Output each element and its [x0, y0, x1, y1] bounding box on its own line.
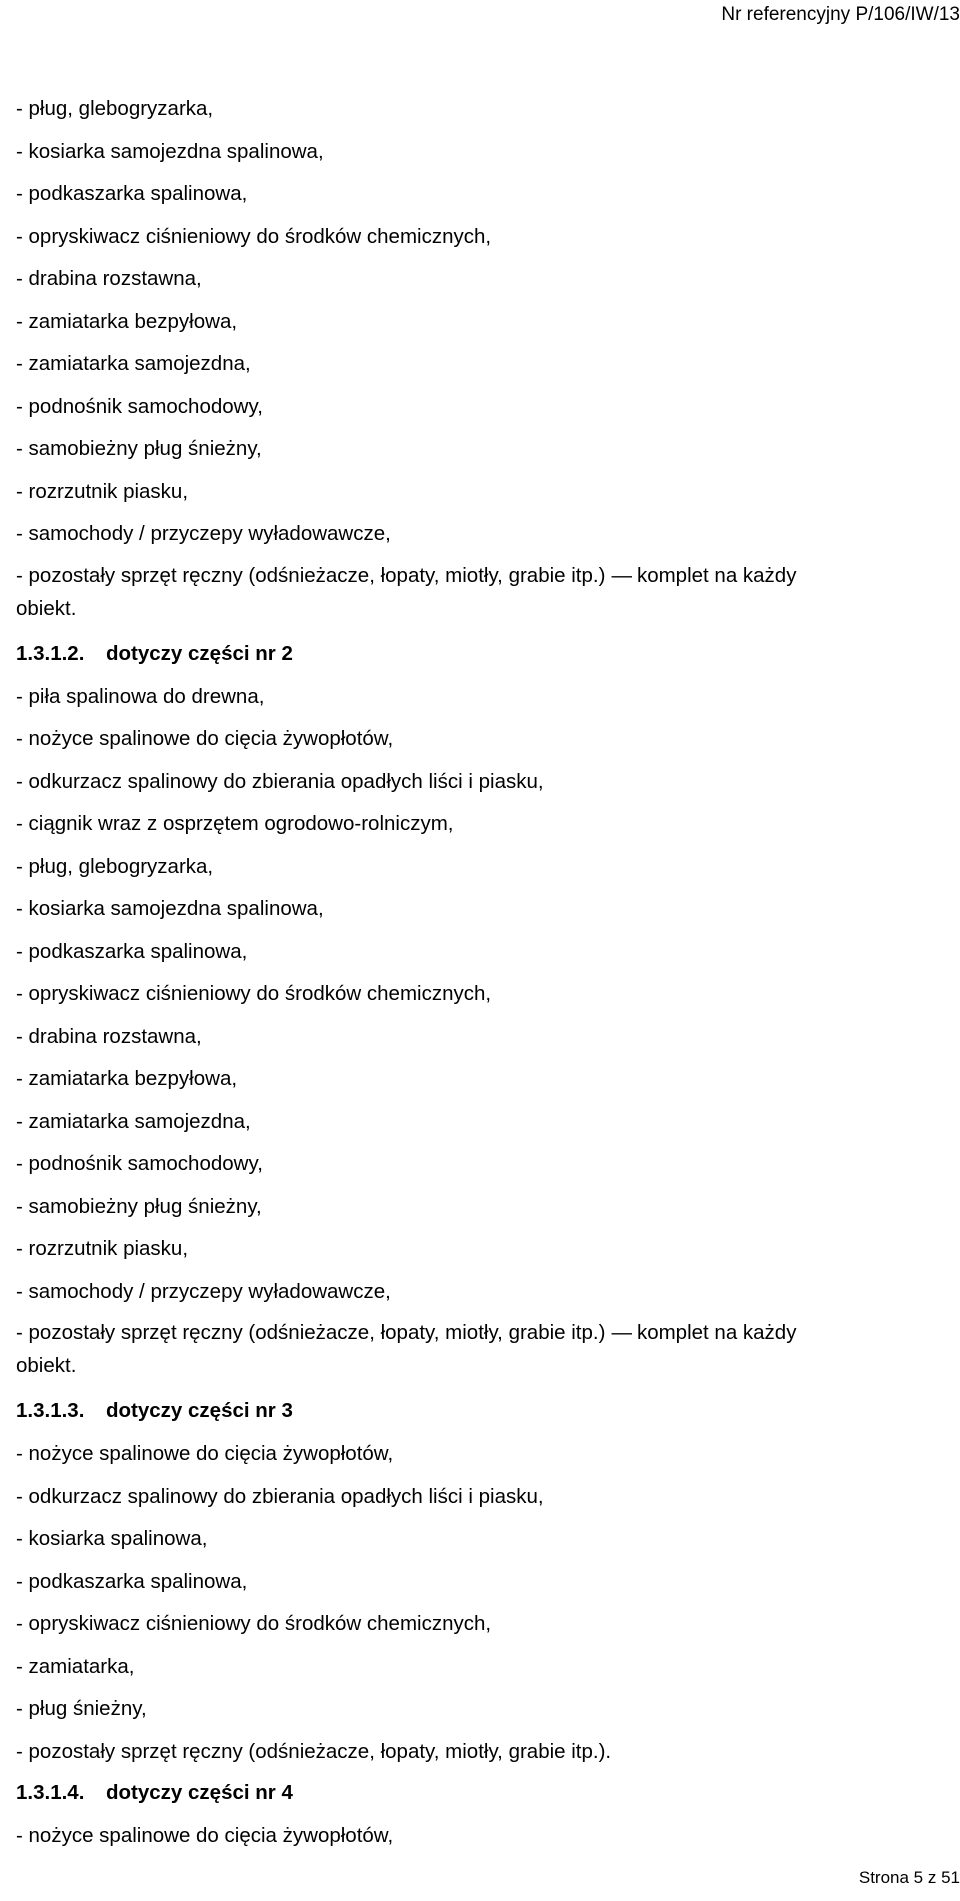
list-item-continuation: obiekt.: [16, 1354, 77, 1377]
section-heading-part-4: [16, 1773, 956, 1815]
list-item: - pług, glebogryzarka,: [16, 97, 214, 120]
list-item: - rozrzutnik piasku,: [16, 479, 189, 503]
list-item: - nożyce spalinowe do cięcia żywopłotów,: [16, 727, 394, 750]
list-item-last: [16, 556, 956, 596]
equipment-list-part-1: [16, 88, 956, 622]
list-item-text: - pozostały sprzęt ręczny (odśnieżacze, łopaty, miotły, grabie itp.): [16, 563, 606, 587]
list-item-text: - pozostały sprzęt ręczny (odśnieżacze, łopaty, miotły, grabie itp.): [16, 1321, 606, 1344]
section-number: 1.3.1.2.: [16, 641, 85, 665]
list-item: - rozrzutnik piasku,: [16, 1237, 189, 1260]
section-title: dotyczy części nr 3: [106, 1399, 293, 1422]
em-dash: —: [611, 563, 631, 587]
list-item: - podkaszarka spalinowa,: [16, 1569, 248, 1593]
list-item: - zamiatarka bezpyłowa,: [16, 309, 238, 333]
list-item: - samochody / przyczepy wyładowawcze,: [16, 1279, 391, 1303]
list-item: - zamiatarka samojezdna,: [16, 352, 251, 375]
list-item: - piła spalinowa do drewna,: [16, 684, 265, 708]
list-item: - zamiatarka bezpyłowa,: [16, 1067, 238, 1090]
list-item-tail: komplet na każdy: [636, 1321, 797, 1344]
list-item: - samobieżny pług śnieżny,: [16, 437, 262, 460]
page-number: Strona 5 z 51: [858, 1868, 960, 1887]
section-number: 1.3.1.4.: [16, 1781, 85, 1804]
list-item-continuation: obiekt.: [16, 596, 77, 620]
list-item: - samochody / przyczepy wyładowawcze,: [16, 522, 391, 545]
list-item: - ciągnik wraz z osprzętem ogrodowo-rolniczym,: [16, 812, 454, 835]
document-reference-number: Nr referencyjny P/106/IW/13: [721, 4, 960, 25]
list-item-last: [16, 1313, 956, 1353]
list-item: - podnośnik samochodowy,: [16, 394, 263, 418]
list-item: - kosiarka spalinowa,: [16, 1527, 208, 1550]
list-item: - pozostały sprzęt ręczny (odśnieżacze, łopaty, miotły, grabie itp.).: [16, 1739, 612, 1763]
section-title: dotyczy części nr 4: [106, 1781, 293, 1804]
list-item: - zamiatarka,: [16, 1654, 135, 1678]
document-body: [16, 88, 956, 1858]
section-heading-part-2: [16, 634, 956, 676]
list-item: - nożyce spalinowe do cięcia żywopłotów,: [16, 1824, 394, 1847]
list-item: - opryskiwacz ciśnieniowy do środków chemicznych,: [16, 224, 492, 248]
list-item: - odkurzacz spalinowy do zbierania opadłych liści i piasku,: [16, 769, 544, 793]
list-item: - zamiatarka samojezdna,: [16, 1109, 251, 1133]
list-item: - odkurzacz spalinowy do zbierania opadłych liści i piasku,: [16, 1484, 544, 1508]
list-item: - podnośnik samochodowy,: [16, 1152, 263, 1175]
em-dash: —: [611, 1321, 631, 1344]
equipment-list-part-3: [16, 1433, 956, 1773]
list-item: - podkaszarka spalinowa,: [16, 182, 248, 205]
list-item: - kosiarka samojezdna spalinowa,: [16, 139, 324, 163]
list-item: - opryskiwacz ciśnieniowy do środków chemicznych,: [16, 982, 492, 1005]
list-item: - pług śnieżny,: [16, 1697, 147, 1720]
list-item: - kosiarka samojezdna spalinowa,: [16, 897, 324, 920]
section-number: 1.3.1.3.: [16, 1399, 85, 1422]
equipment-list-part-2: [16, 676, 956, 1380]
list-item: - pług, glebogryzarka,: [16, 854, 214, 878]
list-item: - opryskiwacz ciśnieniowy do środków chemicznych,: [16, 1612, 492, 1635]
list-item: - podkaszarka spalinowa,: [16, 939, 248, 963]
section-title: dotyczy części nr 2: [106, 641, 293, 665]
list-item: - drabina rozstawna,: [16, 267, 202, 290]
section-heading-part-3: [16, 1391, 956, 1433]
list-item: - nożyce spalinowe do cięcia żywopłotów,: [16, 1442, 394, 1465]
list-item: - drabina rozstawna,: [16, 1024, 202, 1048]
list-item-tail: komplet na każdy: [636, 563, 797, 587]
list-item: - samobieżny pług śnieżny,: [16, 1194, 262, 1218]
equipment-list-part-4: [16, 1815, 956, 1858]
